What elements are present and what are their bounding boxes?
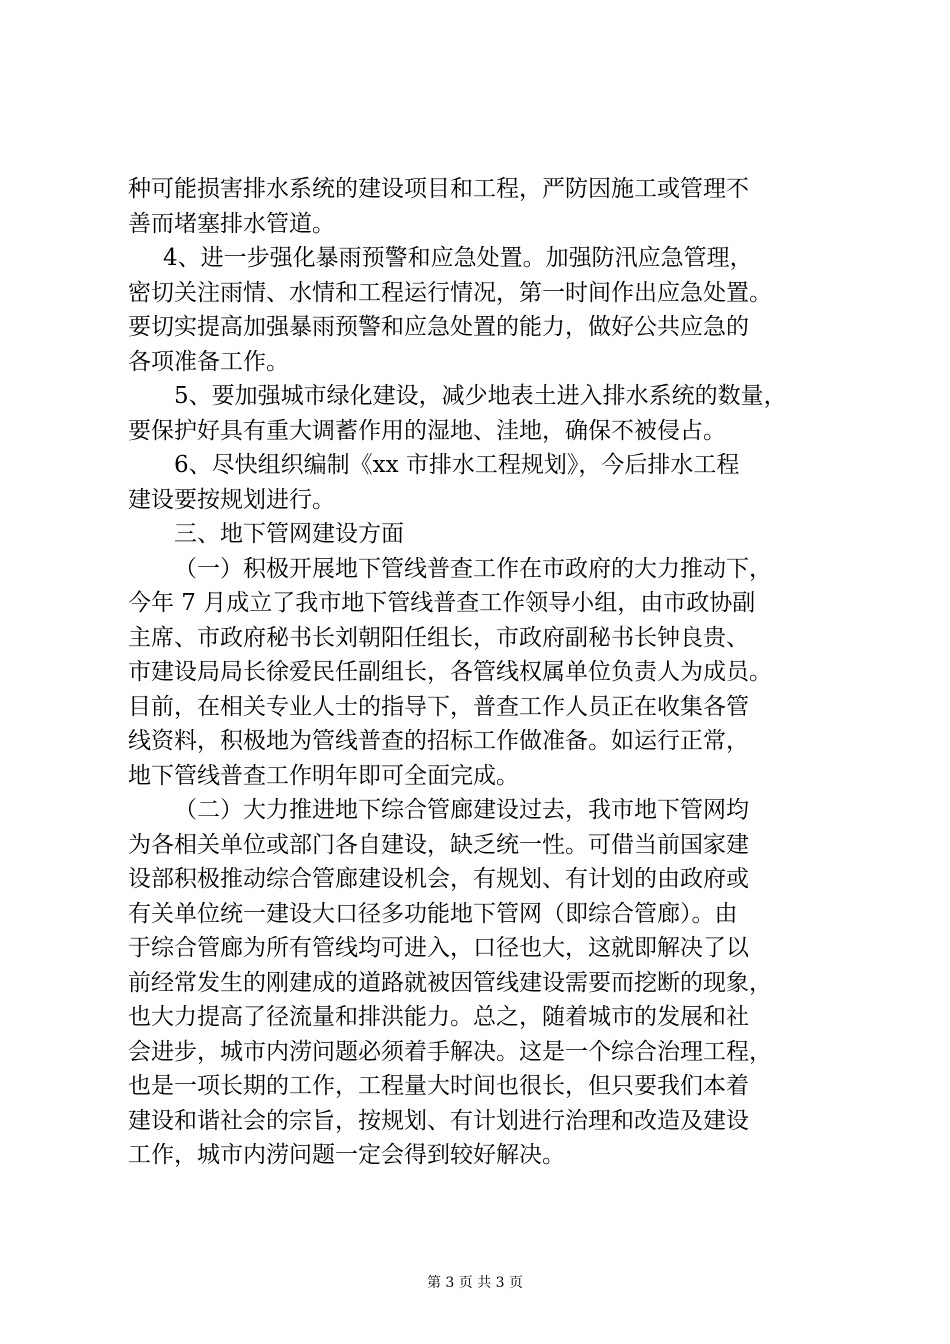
text-line: 有关单位统一建设大口径多功能地下管网（即综合管廊）。由	[128, 900, 738, 927]
text-line: 6、尽快组织编制《xx 市排水工程规划》，今后排水工程	[174, 452, 740, 478]
text-line: 设部积极推动综合管廊建设机会，有规划、有计划的由政府或	[128, 866, 749, 892]
text-line: 于综合管廊为所有管线均可进入，口径也大，这就即解决了以	[128, 935, 749, 961]
text-line: 为各相关单位或部门各自建设，缺乏统一性。可借当前国家建	[128, 831, 749, 858]
text-line: 建设要按规划进行。	[128, 486, 335, 513]
text-line: 地下管线普查工作明年即可全面完成。	[128, 762, 519, 789]
text-line: 今年 7 月成立了我市地下管线普查工作领导小组，由市政协副	[128, 590, 756, 616]
text-line: 会进步，城市内涝问题必须着手解决。这是一个综合治理工程，	[128, 1038, 772, 1065]
text-line: 工作，城市内涝问题一定会得到较好解决。	[128, 1142, 565, 1168]
text-line: 前经常发生的刚建成的道路就被因管线建设需要而挖断的现象，	[128, 969, 772, 996]
text-line: 5、要加强城市绿化建设，减少地表土进入排水系统的数量，	[174, 383, 787, 409]
section-heading: 三、地下管网建设方面	[174, 521, 404, 547]
text-line: 要切实提高加强暴雨预警和应急处置的能力，做好公共应急的	[128, 314, 749, 340]
text-line: 线资料，积极地为管线普查的招标工作做准备。如运行正常，	[128, 728, 749, 754]
text-line: 4、进一步强化暴雨预警和应急处置。加强防汛应急管理，	[163, 245, 753, 271]
body-text	[128, 172, 840, 1173]
text-line: 也大力提高了径流量和排洪能力。总之，随着城市的发展和社	[128, 1004, 749, 1030]
text-line: 建设和谐社会的宗旨，按规划、有计划进行治理和改造及建设	[128, 1107, 749, 1134]
text-line: 主席、市政府秘书长刘朝阳任组长，市政府副秘书长钟良贵、	[128, 624, 749, 651]
text-line: 各项准备工作。	[128, 348, 289, 375]
text-line: 密切关注雨情、水情和工程运行情况，第一时间作出应急处置。	[128, 279, 772, 306]
text-line: 也是一项长期的工作，工程量大时间也很长，但只要我们本着	[128, 1073, 749, 1099]
text-line: 善而堵塞排水管道。	[128, 210, 335, 237]
text-line: 种可能损害排水系统的建设项目和工程，严防因施工或管理不	[128, 176, 749, 202]
text-line: 要保护好具有重大调蓄作用的湿地、洼地，确保不被侵占。	[128, 417, 726, 444]
text-line: 市建设局局长徐爱民任副组长，各管线权属单位负责人为成员。	[128, 659, 772, 685]
text-line: （一）积极开展地下管线普查工作在市政府的大力推动下，	[174, 555, 772, 582]
page-footer	[0, 1272, 950, 1292]
page-number-label: 第 3 页 共 3 页	[426, 1275, 524, 1291]
text-line: 目前，在相关专业人士的指导下，普查工作人员正在收集各管	[128, 693, 749, 720]
text-line: （二）大力推进地下综合管廊建设过去，我市地下管网均	[174, 797, 749, 823]
